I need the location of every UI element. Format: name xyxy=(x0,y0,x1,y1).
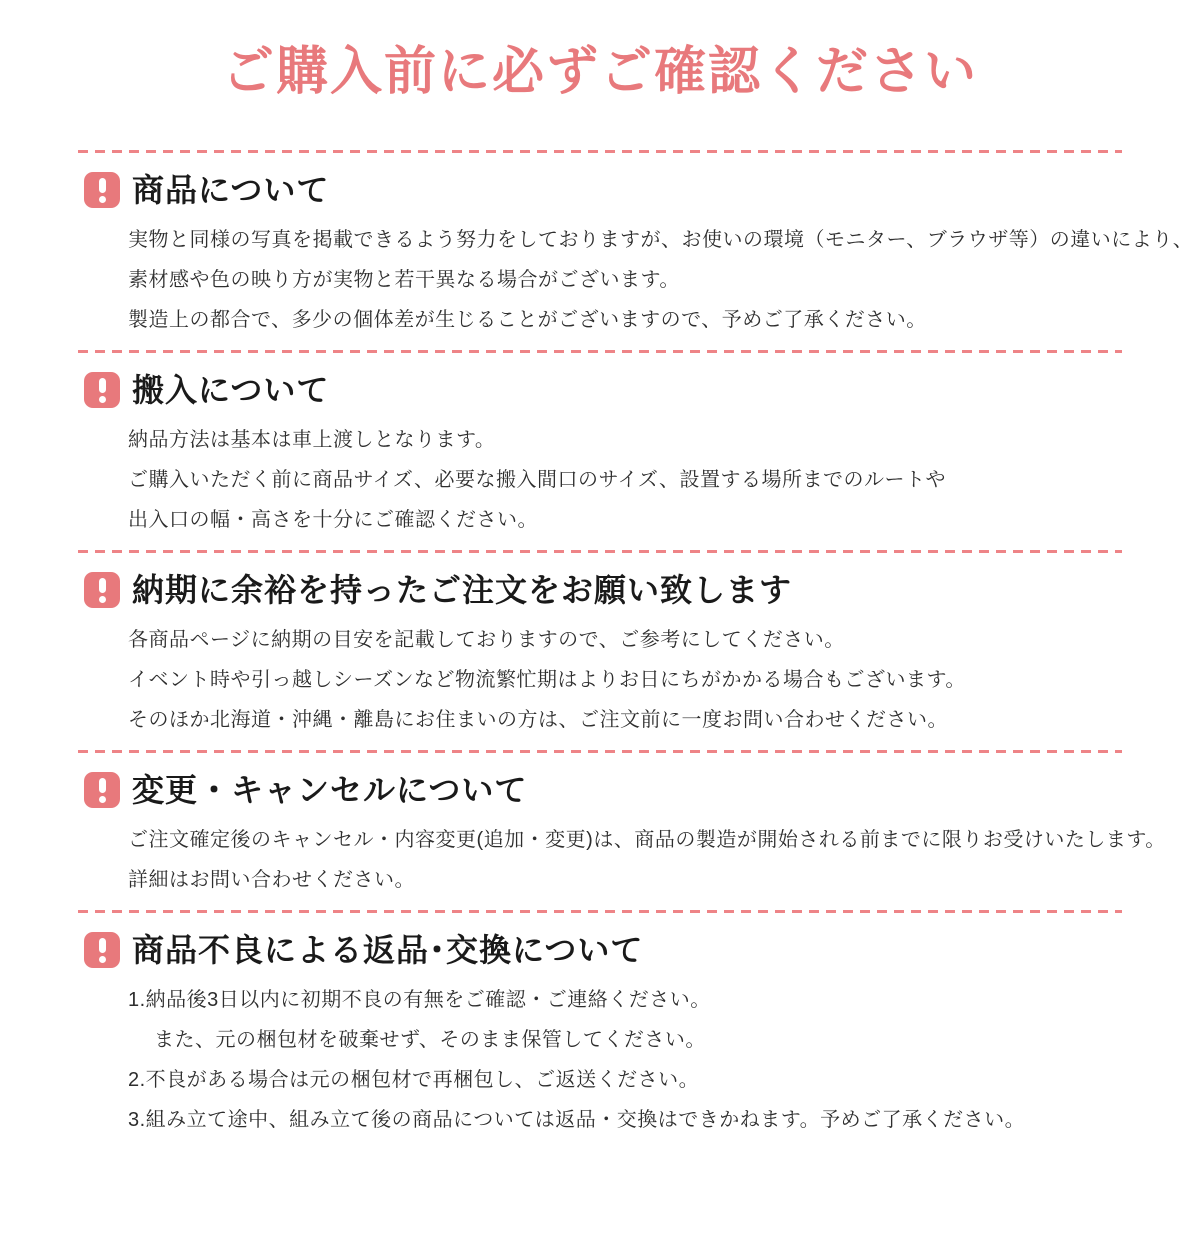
dashed-divider xyxy=(78,150,1122,153)
body-line: 3.組み立て途中、組み立て後の商品については返品・交換はできかねます。予めご了承ください。 xyxy=(128,1109,1026,1131)
dashed-divider xyxy=(78,350,1122,353)
dashed-divider xyxy=(78,910,1122,913)
section-body xyxy=(128,420,1160,540)
body-line: 出入口の幅・高さを十分にご確認ください。 xyxy=(128,509,538,531)
section-header xyxy=(84,170,1116,210)
exclamation-bar xyxy=(99,938,106,953)
body-line: 製造上の都合で、多少の個体差が生じることがございますので、予めご了承ください。 xyxy=(128,309,927,331)
section-header xyxy=(84,770,1116,810)
exclamation-icon xyxy=(84,372,120,408)
section-delivery xyxy=(0,370,1200,553)
exclamation-bar xyxy=(99,778,106,793)
body-line: 2.不良がある場合は元の梱包材で再梱包し、ご返送ください。 xyxy=(128,1069,700,1091)
body-line: そのほか北海道・沖縄・離島にお住まいの方は、ご注文前に一度お問い合わせください。 xyxy=(128,709,948,731)
body-line: 素材感や色の映り方が実物と若干異なる場合がございます。 xyxy=(128,269,680,291)
exclamation-icon xyxy=(84,932,120,968)
exclamation-dot xyxy=(99,196,106,203)
section-heading: 商品不良による返品･交換について xyxy=(132,932,644,968)
exclamation-dot xyxy=(99,596,106,603)
exclamation-icon xyxy=(84,172,120,208)
section-heading: 搬入について xyxy=(132,372,330,408)
section-body xyxy=(128,220,1194,340)
section-body xyxy=(128,820,1166,900)
dashed-divider xyxy=(78,550,1122,553)
exclamation-dot xyxy=(99,956,106,963)
section-header xyxy=(84,930,1116,970)
body-line: 各商品ページに納期の目安を記載しておりますので、ご参考にしてください。 xyxy=(128,629,845,651)
exclamation-bar xyxy=(99,578,106,593)
exclamation-dot xyxy=(99,396,106,403)
section-heading: 納期に余裕を持ったご注文をお願い致します xyxy=(132,572,793,608)
exclamation-icon xyxy=(84,772,120,808)
section-body xyxy=(128,620,1160,740)
body-line: イベント時や引っ越しシーズンなど物流繁忙期はよりお日にちがかかる場合もございます。 xyxy=(128,669,966,691)
exclamation-bar xyxy=(99,178,106,193)
section-about-product xyxy=(0,170,1200,353)
purchase-notice-page xyxy=(0,40,1200,1240)
body-line: 1.納品後3日以内に初期不良の有無をご確認・ご連絡ください。 xyxy=(128,989,711,1011)
section-heading: 商品について xyxy=(132,172,330,208)
section-body xyxy=(128,980,1160,1140)
exclamation-icon xyxy=(84,572,120,608)
section-change-cancel xyxy=(0,770,1200,913)
section-return-exchange xyxy=(0,930,1200,1140)
body-line: ご購入いただく前に商品サイズ、必要な搬入間口のサイズ、設置する場所までのルートや xyxy=(128,469,946,491)
section-header xyxy=(84,370,1116,410)
body-line: ご注文確定後のキャンセル・内容変更(追加・変更)は、商品の製造が開始される前までに限りお受けいたします。 xyxy=(128,829,1166,851)
exclamation-bar xyxy=(99,378,106,393)
exclamation-dot xyxy=(99,796,106,803)
section-heading: 変更・キャンセルについて xyxy=(132,772,528,808)
body-line: 詳細はお問い合わせください。 xyxy=(128,869,415,891)
dashed-divider xyxy=(78,750,1122,753)
page-title: ご購入前に必ずご確認ください xyxy=(221,43,978,101)
section-lead-time xyxy=(0,570,1200,753)
body-line: 実物と同様の写真を掲載できるよう努力をしておりますが、お使いの環境（モニター、ブラウザ等）の違いにより、 xyxy=(128,229,1194,251)
body-line: また、元の梱包材を破棄せず、そのまま保管してください。 xyxy=(154,1029,706,1051)
body-line: 納品方法は基本は車上渡しとなります。 xyxy=(128,429,496,451)
section-header xyxy=(84,570,1116,610)
